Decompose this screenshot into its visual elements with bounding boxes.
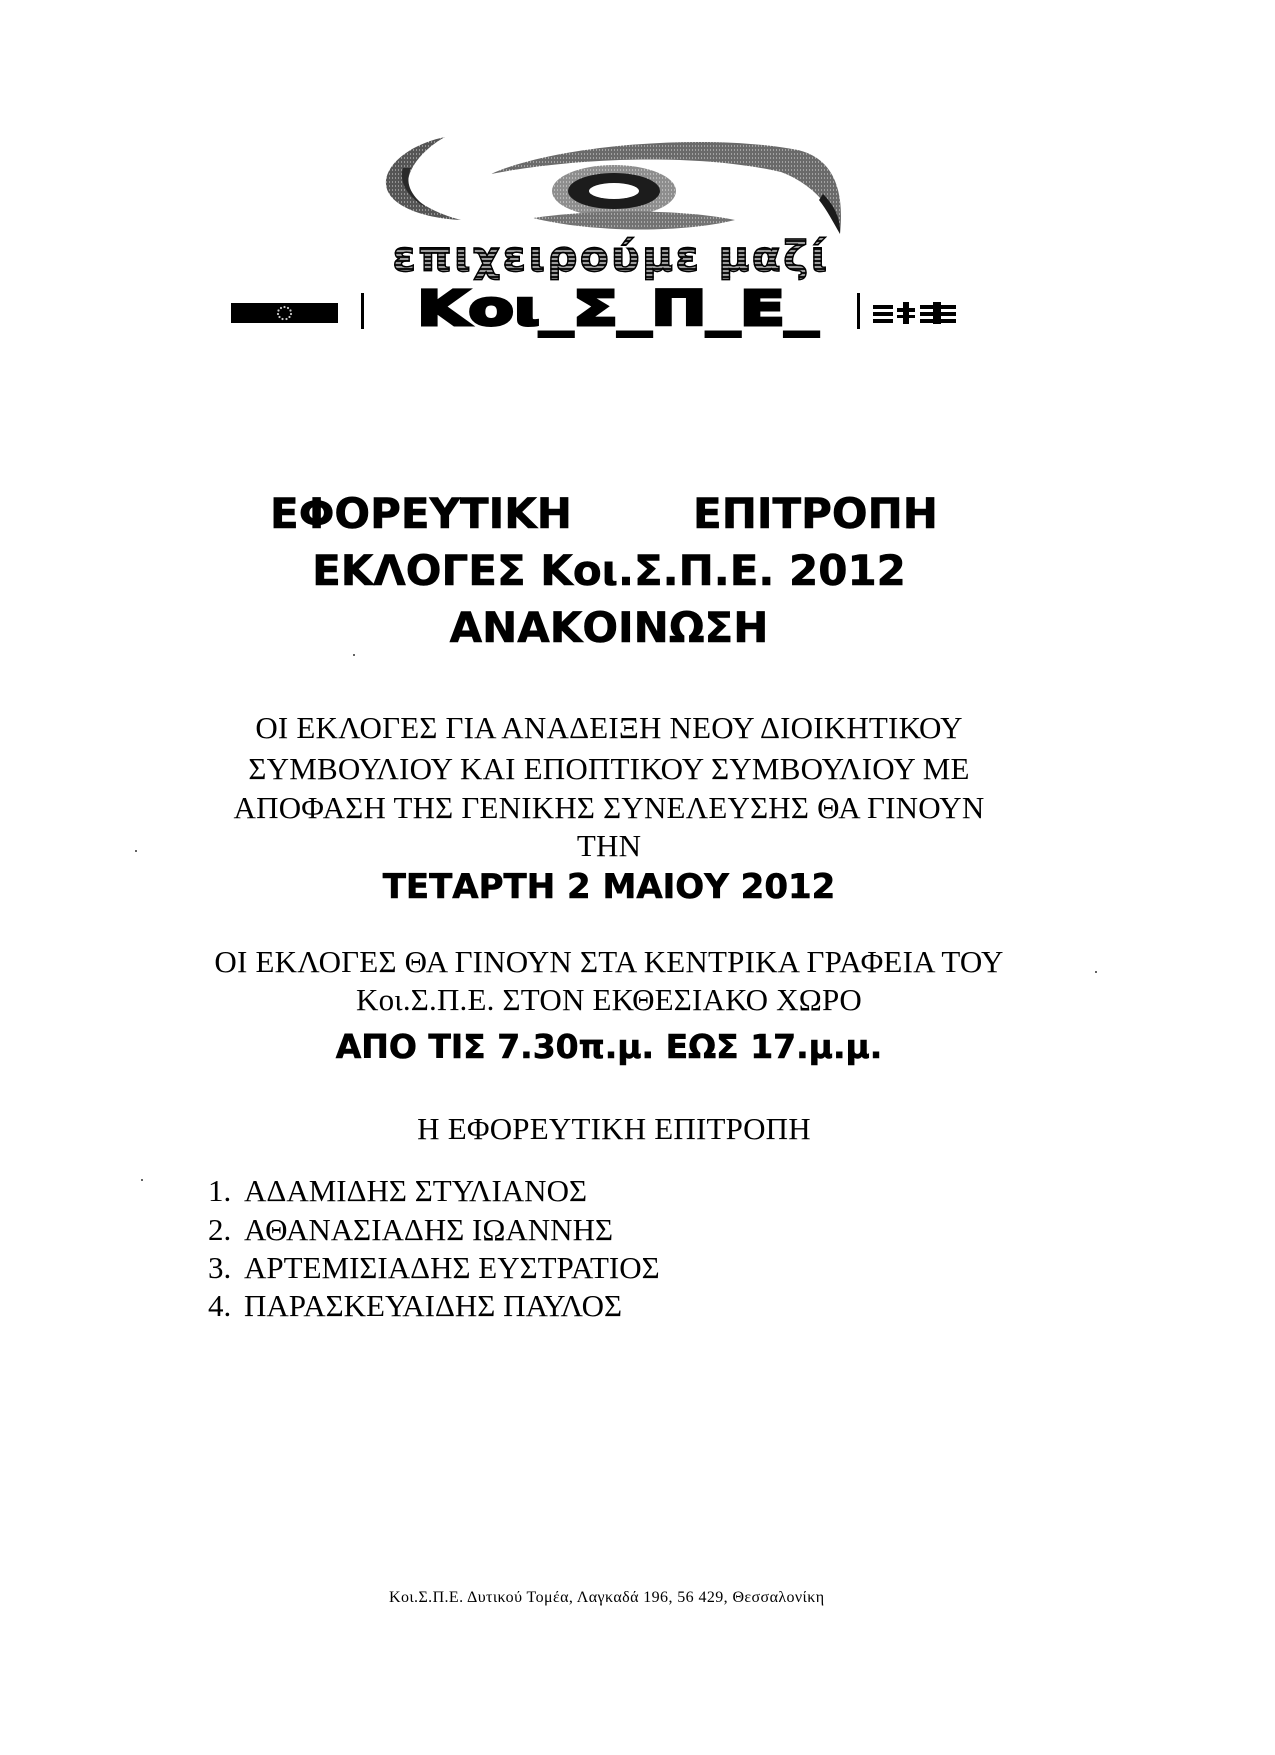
list-item — [208, 1249, 660, 1286]
list-item-number: 2. — [208, 1212, 232, 1247]
list-item-name: ΑΔΑΜΙΔΗΣ ΣΤΥΛΙΑΝΟΣ — [244, 1173, 587, 1208]
eu-flag-icon — [231, 303, 338, 323]
location-line: ΟΙ ΕΚΛΟΓΕΣ ΘΑ ΓΙΝΟΥΝ ΣΤΑ ΚΕΝΤΡΙΚΑ ΓΡΑΦΕΙΑ ΤΟΥ — [214, 944, 1004, 979]
scan-speck — [353, 654, 355, 656]
heading-word-left: ΕΦΟΡΕΥΤΙΚΗ — [270, 489, 572, 538]
committee-title: Η ΕΦΟΡΕΥΤΙΚΗ ΕΠΙΤΡΟΠΗ — [417, 1111, 811, 1146]
swirl-logo-icon — [383, 134, 848, 239]
list-item — [208, 1172, 587, 1209]
logo-divider-right — [857, 293, 860, 329]
footer-address: Κοι.Σ.Π.Ε. Δυτικού Τομέα, Λαγκαδά 196, 56 429, Θεσσαλονίκη — [389, 1589, 825, 1606]
logo-divider-left — [361, 293, 364, 329]
heading-announcement: ΑΝΑΚΟΙΝΩΣΗ — [449, 603, 769, 652]
list-item-number: 1. — [208, 1173, 232, 1208]
election-date: ΤΕΤΑΡΤΗ 2 ΜΑΙΟΥ 2012 — [382, 867, 836, 907]
heading-word-right: ΕΠΙΤΡΟΠΗ — [693, 489, 938, 538]
announcement-line: ΑΠΟΦΑΣΗ ΤΗΣ ΓΕΝΙΚΗΣ ΣΥΝΕΛΕΥΣΗΣ ΘΑ ΓΙΝΟΥΝ — [233, 790, 985, 825]
logo-wordmark: Κοι_Σ_Π_Ε_ — [417, 281, 819, 337]
list-item-number: 3. — [208, 1250, 232, 1285]
list-item-name: ΑΘΑΝΑΣΙΑΔΗΣ ΙΩΑΝΝΗΣ — [244, 1212, 614, 1247]
scan-speck — [1095, 971, 1097, 973]
list-item-name: ΠΑΡΑΣΚΕΥΑΙΔΗΣ ΠΑΥΛΟΣ — [244, 1288, 623, 1323]
logo-slogan: επιχειρούμε μαζί — [0, 232, 1222, 282]
scan-speck — [135, 850, 137, 852]
announcement-line: ΤΗΝ — [576, 828, 642, 863]
list-item — [208, 1211, 613, 1248]
list-item-name: ΑΡΤΕΜΙΣΙΑΔΗΣ ΕΥΣΤΡΑΤΙΟΣ — [244, 1250, 660, 1285]
list-item — [208, 1287, 622, 1324]
voting-hours: ΑΠΟ ΤΙΣ 7.30π.μ. ΕΩΣ 17.μ.μ. — [335, 1027, 883, 1066]
heading-elections: ΕΚΛΟΓΕΣ Κοι.Σ.Π.Ε. 2012 — [312, 546, 906, 595]
announcement-line: ΟΙ ΕΚΛΟΓΕΣ ΓΙΑ ΑΝΑΔΕΙΞΗ ΝΕΟΥ ΔΙΟΙΚΗΤΙΚΟΥ — [255, 710, 963, 745]
location-line: Κοι.Σ.Π.Ε. ΣΤΟΝ ΕΚΘΕΣΙΑΚΟ ΧΩΡΟ — [356, 982, 862, 1017]
scan-speck — [141, 1179, 143, 1181]
emblem-icon — [873, 302, 958, 324]
announcement-line: ΣΥΜΒΟΥΛΙΟΥ ΚΑΙ ΕΠΟΠΤΙΚΟΥ ΣΥΜΒΟΥΛΙΟΥ ΜΕ — [248, 751, 970, 786]
list-item-number: 4. — [208, 1288, 232, 1323]
